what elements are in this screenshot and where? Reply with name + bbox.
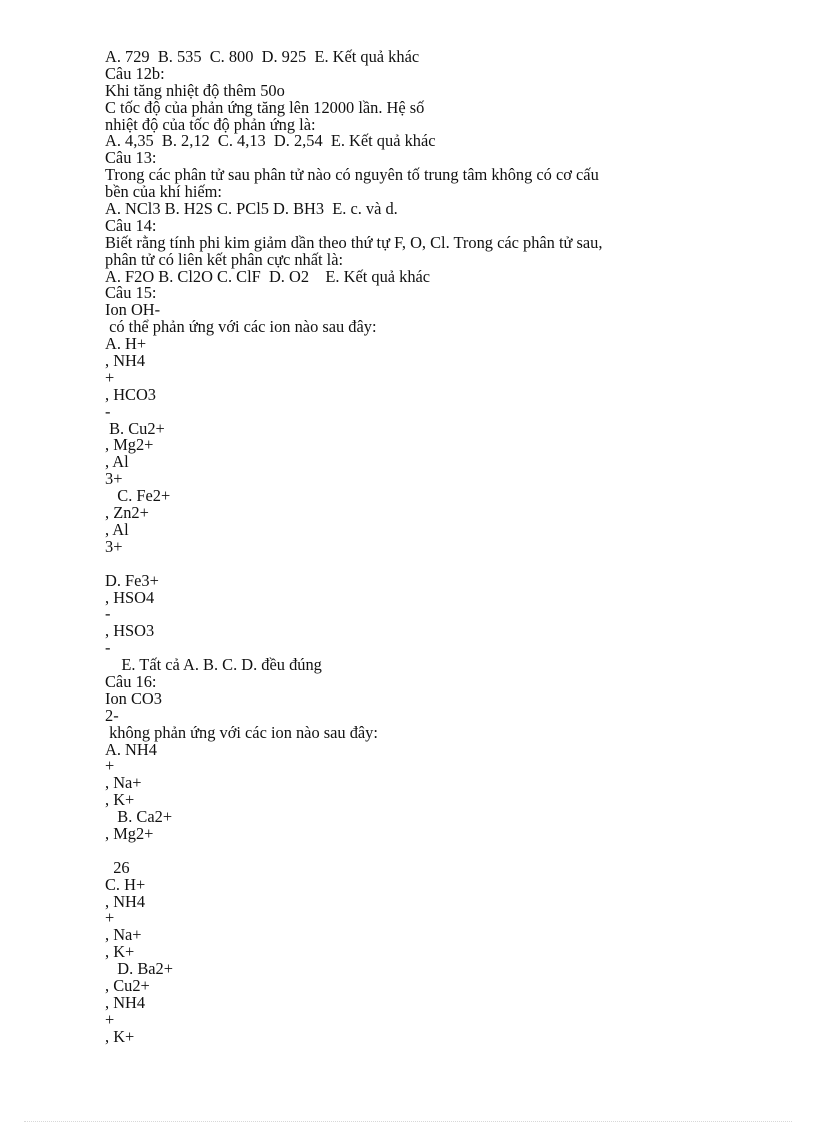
text-line: A. 4,35 B. 2,12 C. 4,13 D. 2,54 E. Kết quả khác <box>105 131 436 151</box>
text-line: Câu 16: <box>105 671 157 691</box>
text-line: Câu 12b: <box>105 63 165 83</box>
text-line: E. Tất cả A. B. C. D. đều đúng <box>105 655 322 675</box>
text-line: , K+ <box>105 790 135 810</box>
text-line: A. NH4 <box>105 739 157 759</box>
text-line: + <box>105 756 115 776</box>
text-line: Khi tăng nhiệt độ thêm 50o <box>105 80 285 100</box>
text-line: Ion OH- <box>105 300 161 320</box>
text-line: D. Ba2+ <box>105 959 173 979</box>
text-line: A. 729 B. 535 C. 800 D. 925 E. Kết quả khác <box>105 47 420 66</box>
text-line: Trong các phân tử sau phân tử nào có nguyên tố trung tâm không có cơ cấu <box>105 165 599 185</box>
text-line: A. NCl3 B. H2S C. PCl5 D. BH3 E. c. và d. <box>105 199 398 219</box>
text-line: , NH4 <box>105 891 146 911</box>
text-line: D. Fe3+ <box>105 570 159 590</box>
text-line: , K+ <box>105 942 135 962</box>
text-line: - <box>105 401 111 421</box>
text-line: Câu 15: <box>105 283 157 303</box>
text-line: Câu 14: <box>105 215 157 235</box>
text-line: Biết rằng tính phi kim giảm dần theo thứ tự F, O, Cl. Trong các phân tử sau, <box>105 232 603 252</box>
text-line: , Na+ <box>105 925 142 945</box>
text-line: B. Ca2+ <box>105 807 173 827</box>
text-line: bền của khí hiếm: <box>105 182 222 202</box>
text-line: , HSO4 <box>105 587 155 607</box>
text-line: , HCO3 <box>105 384 156 404</box>
text-line: , Na+ <box>105 773 142 793</box>
text-line: + <box>105 1009 115 1029</box>
text-line: C tốc độ của phản ứng tăng lên 12000 lần. Hệ số <box>105 97 425 117</box>
text-line: , Al <box>105 519 129 539</box>
text-line: 3+ <box>105 469 123 489</box>
page-bottom-divider <box>24 1121 792 1122</box>
text-line: phân tử có liên kết phân cực nhất là: <box>105 249 344 269</box>
text-line: - <box>105 638 111 658</box>
text-line: , Zn2+ <box>105 503 149 523</box>
text-line: - <box>105 604 111 624</box>
text-line: , Al <box>105 452 129 472</box>
text-line: 3+ <box>105 536 123 556</box>
text-line: 2- <box>105 705 119 725</box>
document-text <box>105 49 795 1046</box>
text-line: C. Fe2+ <box>105 486 171 506</box>
text-line: A. F2O B. Cl2O C. ClF D. O2 E. Kết quả khác <box>105 266 431 286</box>
text-line: , Mg2+ <box>105 823 154 843</box>
text-line: 26 <box>105 857 130 877</box>
text-line: A. H+ <box>105 334 147 354</box>
text-line: , Cu2+ <box>105 975 150 995</box>
text-line: Câu 13: <box>105 148 157 168</box>
text-line <box>105 843 795 860</box>
text-line <box>105 556 795 573</box>
text-line: , K+ <box>105 1026 135 1046</box>
text-line: nhiệt độ của tốc độ phản ứng là: <box>105 114 316 134</box>
text-line: + <box>105 908 115 928</box>
text-line: , NH4 <box>105 351 146 371</box>
text-line: , HSO3 <box>105 621 155 641</box>
text-line: không phản ứng với các ion nào sau đây: <box>105 722 378 742</box>
text-line: , NH4 <box>105 992 146 1012</box>
text-line: có thể phản ứng với các ion nào sau đây: <box>105 317 377 337</box>
text-line: + <box>105 367 115 387</box>
text-line: , Mg2+ <box>105 435 154 455</box>
text-line: Ion CO3 <box>105 688 162 708</box>
text-line: C. H+ <box>105 874 146 894</box>
text-line: B. Cu2+ <box>105 418 165 438</box>
